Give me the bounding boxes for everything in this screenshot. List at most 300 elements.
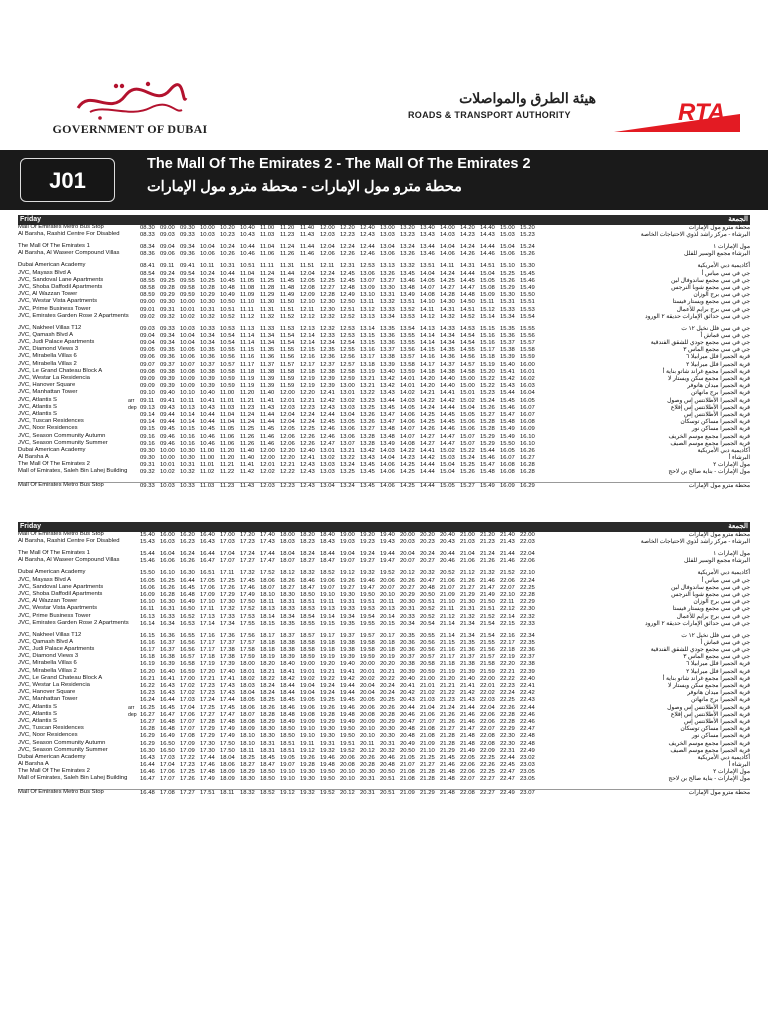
time-cell: 13.39 <box>380 361 395 368</box>
time-cell: 19.18 <box>320 647 335 654</box>
time-cell: 22.41 <box>520 683 535 689</box>
time-cell: 16.48 <box>160 718 175 725</box>
time-cell: 18.34 <box>280 613 295 620</box>
time-cell: 22.44 <box>500 754 515 761</box>
time-cell: 13.31 <box>380 292 395 299</box>
time-cell: 18.18 <box>260 647 275 654</box>
time-cell: 21.32 <box>460 613 475 620</box>
time-cell: 19.26 <box>320 704 335 711</box>
table-row <box>18 455 750 462</box>
time-cell: 15.44 <box>140 551 155 558</box>
stop-name-arabic: مول الإمارات - بناية صالح بن لاحج <box>668 776 750 783</box>
stop-name-arabic: جي في سي مجمع ساندوفال لين <box>670 584 750 591</box>
time-cell: 14.06 <box>380 462 395 469</box>
time-cell: 12.16 <box>300 354 315 361</box>
time-cell: 16.26 <box>520 447 535 454</box>
time-cell: 19.52 <box>380 570 395 577</box>
time-cell: 21.57 <box>480 654 495 661</box>
time-cell: 09.04 <box>140 332 155 339</box>
time-cell: 17.02 <box>180 683 195 689</box>
time-cell: 11.02 <box>200 469 215 476</box>
time-cell: 21.21 <box>440 683 455 689</box>
time-cell: 19.43 <box>380 539 395 546</box>
departure-times <box>140 606 660 613</box>
time-cell: 09.43 <box>160 404 175 411</box>
stop-name: JVC, Manhattan Tower <box>18 389 78 396</box>
time-cell: 15.00 <box>460 383 475 390</box>
time-cell: 16.25 <box>140 704 155 711</box>
time-cell: 11.31 <box>260 306 275 313</box>
stop-name: JVC, Mayass Blvd A <box>18 576 72 583</box>
time-cell: 17.56 <box>240 632 255 639</box>
time-cell: 16.26 <box>160 584 175 591</box>
time-cell: 14.25 <box>440 277 455 284</box>
time-cell: 22.48 <box>520 740 535 747</box>
time-cell: 20.58 <box>420 661 435 668</box>
time-cell: 22.39 <box>520 668 535 675</box>
stop-name-arabic: قرية الجميرا مساكن توسكان <box>680 726 750 733</box>
time-cell: 15.39 <box>500 354 515 361</box>
time-cell: 14.05 <box>420 277 435 284</box>
time-cell: 21.28 <box>440 733 455 740</box>
time-cell: 21.54 <box>480 620 495 627</box>
time-cell: 10.44 <box>200 411 215 418</box>
time-cell: 21.08 <box>400 776 415 783</box>
time-cell: 09.29 <box>160 292 175 299</box>
timetable-rows <box>18 225 750 490</box>
stop-name: JVC, Sandoval Lane Apartments <box>18 276 104 283</box>
time-cell: 16.47 <box>160 711 175 718</box>
stop-name-arabic: جي في سي حدائق الإمارات حديقة ٢ الورود <box>645 620 750 627</box>
time-cell: 22.00 <box>520 532 535 538</box>
time-cell: 21.51 <box>480 606 495 613</box>
time-cell: 14.40 <box>440 383 455 390</box>
time-cell: 17.52 <box>260 570 275 577</box>
stop-name: Dubai American Academy <box>18 753 86 760</box>
time-cell: 17.00 <box>220 532 235 538</box>
departure-times <box>140 705 660 712</box>
time-cell: 12.41 <box>320 390 335 397</box>
time-cell: 13.37 <box>380 347 395 354</box>
time-cell: 17.14 <box>200 620 215 627</box>
time-cell: 12.11 <box>300 306 315 313</box>
time-cell: 21.26 <box>440 718 455 725</box>
time-cell: 18.24 <box>300 551 315 558</box>
time-cell: 20.24 <box>380 683 395 689</box>
time-cell: 14.47 <box>440 433 455 440</box>
time-cell: 15.06 <box>460 419 475 426</box>
stop-name: JVC, Atlantis S <box>18 703 57 710</box>
time-cell: 10.14 <box>180 411 195 418</box>
time-cell: 18.15 <box>260 620 275 627</box>
time-cell: 21.38 <box>460 661 475 668</box>
time-cell: 18.23 <box>300 539 315 546</box>
time-cell: 10.10 <box>180 390 195 397</box>
time-cell: 21.42 <box>460 690 475 697</box>
time-cell: 22.02 <box>480 690 495 697</box>
time-cell: 14.25 <box>400 469 415 476</box>
time-cell: 10.01 <box>160 462 175 469</box>
time-cell: 19.41 <box>340 668 355 675</box>
time-cell: 09.55 <box>180 277 195 284</box>
time-cell: 15.02 <box>460 397 475 404</box>
time-cell: 13.23 <box>400 232 415 239</box>
stop-name-arabic: قرية الجميرا فلل ميرابيلا ٦ <box>686 354 750 361</box>
time-cell: 11.34 <box>260 332 275 339</box>
time-cell: 13.06 <box>340 433 355 440</box>
time-cell: 21.44 <box>460 704 475 711</box>
time-cell: 20.48 <box>420 584 435 591</box>
stop-name-arabic: جي في سي فلل نخيل ١٢ ت <box>681 325 750 332</box>
time-cell: 21.11 <box>440 606 455 613</box>
time-cell: 14.30 <box>440 299 455 306</box>
time-cell: 15.45 <box>500 397 515 404</box>
time-cell: 11.38 <box>260 368 275 375</box>
time-cell: 20.36 <box>400 647 415 654</box>
stop-name: JVC, Season Community Autumn <box>18 432 106 439</box>
time-cell: 10.50 <box>220 299 235 306</box>
time-cell: 19.34 <box>340 613 355 620</box>
stop-name: JVC, Emirates Garden Rose 2 Apartments <box>18 312 129 319</box>
stop-name: Al Barsha A <box>18 454 49 461</box>
time-cell: 11.59 <box>280 376 295 382</box>
time-cell: 16.47 <box>140 776 155 783</box>
time-cell: 19.30 <box>320 733 335 740</box>
time-cell: 18.10 <box>240 733 255 740</box>
time-cell: 20.10 <box>340 776 355 783</box>
time-cell: 17.27 <box>240 558 255 565</box>
time-cell: 12.06 <box>280 440 295 447</box>
departure-times <box>140 483 660 490</box>
time-cell: 14.24 <box>440 270 455 277</box>
time-cell: 18.30 <box>260 733 275 740</box>
time-cell: 21.34 <box>460 632 475 639</box>
time-cell: 17.04 <box>160 762 175 769</box>
time-cell: 16.07 <box>520 411 535 418</box>
time-cell: 16.52 <box>180 613 195 620</box>
stop-name: JVC, Qamash Blvd A <box>18 331 73 338</box>
time-cell: 19.30 <box>340 591 355 598</box>
time-cell: 12.26 <box>300 433 315 440</box>
time-cell: 12.57 <box>340 361 355 368</box>
time-cell: 22.28 <box>500 718 515 725</box>
time-cell: 20.48 <box>380 762 395 769</box>
time-cell: 11.05 <box>240 277 255 284</box>
time-cell: 10.46 <box>200 440 215 447</box>
time-cell: 15.35 <box>500 325 515 332</box>
time-cell: 14.43 <box>480 232 495 239</box>
time-cell: 22.04 <box>480 704 495 711</box>
time-cell: 16.17 <box>140 647 155 654</box>
time-cell: 19.32 <box>300 790 315 797</box>
stop-name-arabic: قرية الجميرا مجمع موسم الخريف <box>668 740 750 747</box>
time-cell: 19.40 <box>380 532 395 538</box>
time-cell: 21.26 <box>480 558 495 565</box>
time-cell: 21.22 <box>440 690 455 697</box>
time-cell: 20.30 <box>360 769 375 776</box>
time-cell: 22.45 <box>500 762 515 769</box>
time-cell: 15.26 <box>520 251 535 258</box>
stop-name: The Mall Of The Emirates 1 <box>18 550 90 557</box>
time-cell: 17.19 <box>200 661 215 668</box>
time-cell: 14.50 <box>460 299 475 306</box>
time-cell: 10.40 <box>240 225 255 231</box>
time-cell: 14.27 <box>420 440 435 447</box>
time-cell: 16.34 <box>160 620 175 627</box>
time-cell: 09.33 <box>140 483 155 490</box>
stop-name: JVC, Al Wazzan Tower <box>18 598 78 605</box>
time-cell: 12.01 <box>280 397 295 404</box>
time-cell: 22.30 <box>500 733 515 740</box>
departure-times <box>140 661 660 668</box>
time-cell: 18.50 <box>260 776 275 783</box>
rta-name-english: ROADS & TRANSPORT AUTHORITY <box>408 110 571 120</box>
time-cell: 14.56 <box>460 354 475 361</box>
stop-name-arabic: جي في سي مياس أ <box>701 577 750 584</box>
time-cell: 19.30 <box>300 769 315 776</box>
time-cell: 16.46 <box>140 769 155 776</box>
time-cell: 16.29 <box>520 483 535 490</box>
time-cell: 13.46 <box>400 277 415 284</box>
time-cell: 22.04 <box>520 551 535 558</box>
time-cell: 16.00 <box>160 532 175 538</box>
time-cell: 19.38 <box>340 647 355 654</box>
time-cell: 15.49 <box>480 483 495 490</box>
time-cell: 16.43 <box>160 690 175 697</box>
time-cell: 19.20 <box>320 661 335 668</box>
time-cell: 14.52 <box>460 313 475 320</box>
time-cell: 22.27 <box>480 790 495 797</box>
time-cell: 12.42 <box>320 397 335 404</box>
time-cell: 17.26 <box>180 776 195 783</box>
time-cell: 20.26 <box>400 577 415 584</box>
time-cell: 13.51 <box>400 299 415 306</box>
time-cell: 22.10 <box>520 570 535 577</box>
time-cell: 15.50 <box>500 440 515 447</box>
time-cell: 11.06 <box>220 440 235 447</box>
stop-name-arabic: جي في سي برج الوزان <box>693 599 750 606</box>
time-cell: 12.46 <box>360 251 375 258</box>
time-cell: 21.41 <box>460 683 475 689</box>
time-cell: 20.10 <box>340 769 355 776</box>
time-cell: 10.00 <box>160 447 175 454</box>
time-cell: 17.25 <box>180 769 195 776</box>
time-cell: 12.08 <box>300 284 315 291</box>
time-cell: 12.40 <box>300 447 315 454</box>
time-cell: 13.00 <box>380 225 395 231</box>
departure-times <box>140 769 660 776</box>
departure-times <box>140 669 660 676</box>
time-cell: 15.30 <box>500 292 515 299</box>
time-cell: 10.55 <box>220 347 235 354</box>
time-cell: 12.53 <box>340 332 355 339</box>
time-cell: 18.04 <box>220 754 235 761</box>
time-cell: 14.58 <box>460 368 475 375</box>
time-cell: 11.35 <box>260 347 275 354</box>
time-cell: 19.26 <box>300 754 315 761</box>
time-cell: 18.26 <box>260 704 275 711</box>
stop-name: The Mall Of The Emirates 2 <box>18 461 90 468</box>
table-row <box>18 762 750 769</box>
time-cell: 22.08 <box>480 740 495 747</box>
time-cell: 17.13 <box>200 613 215 620</box>
time-cell: 14.22 <box>400 447 415 454</box>
time-cell: 12.41 <box>300 455 315 462</box>
time-cell: 16.04 <box>520 390 535 397</box>
time-cell: 18.01 <box>240 668 255 675</box>
time-cell: 11.14 <box>240 332 255 339</box>
departure-times <box>140 726 660 733</box>
stop-name: Mall Of Emirates Metro Bus Stop <box>18 482 104 489</box>
time-cell: 10.04 <box>180 340 195 347</box>
time-cell: 20.52 <box>440 570 455 577</box>
time-cell: 21.08 <box>400 769 415 776</box>
time-cell: 20.30 <box>400 599 415 606</box>
time-cell: 18.27 <box>280 584 295 591</box>
time-cell: 20.21 <box>380 668 395 675</box>
time-cell: 15.46 <box>500 404 515 411</box>
time-cell: 12.53 <box>340 325 355 332</box>
time-cell: 16.49 <box>180 599 195 606</box>
time-cell: 16.48 <box>180 591 195 598</box>
time-cell: 13.02 <box>340 397 355 404</box>
time-cell: 19.06 <box>320 577 335 584</box>
time-cell: 10.06 <box>180 354 195 361</box>
time-cell: 16.05 <box>500 447 515 454</box>
stop-name-arabic: جي في سي مجمع ويستار فيستا <box>672 606 750 613</box>
time-cell: 13.55 <box>400 340 415 347</box>
stop-name: JVC, Atlantis S <box>18 717 57 724</box>
stop-name: JVC, Le Grand Chateau Block A <box>18 674 103 681</box>
time-cell: 14.41 <box>420 447 435 454</box>
time-cell: 11.59 <box>280 383 295 390</box>
time-cell: 21.10 <box>420 747 435 754</box>
table-row <box>18 640 750 647</box>
time-cell: 15.55 <box>520 325 535 332</box>
time-cell: 11.05 <box>220 426 235 433</box>
time-cell: 19.46 <box>360 577 375 584</box>
time-cell: 14.20 <box>420 383 435 390</box>
time-cell: 14.16 <box>420 354 435 361</box>
time-cell: 18.50 <box>280 733 295 740</box>
time-cell: 17.21 <box>200 675 215 682</box>
time-cell: 13.18 <box>360 361 375 368</box>
time-cell: 12.45 <box>340 277 355 284</box>
time-cell: 09.41 <box>180 263 195 270</box>
time-cell: 21.14 <box>440 632 455 639</box>
time-cell: 12.53 <box>360 263 375 270</box>
time-cell: 12.39 <box>320 376 335 382</box>
time-cell: 11.11 <box>240 306 254 313</box>
time-cell: 22.07 <box>500 584 515 591</box>
time-cell: 21.26 <box>440 711 455 718</box>
time-cell: 19.18 <box>320 639 335 646</box>
departure-times <box>140 755 660 762</box>
table-row <box>18 362 750 369</box>
time-cell: 10.25 <box>200 277 215 284</box>
table-row <box>18 354 750 361</box>
time-cell: 13.52 <box>400 306 415 313</box>
time-cell: 16.08 <box>500 462 515 469</box>
time-cell: 15.50 <box>140 570 155 577</box>
time-cell: 10.33 <box>200 325 215 332</box>
time-cell: 17.46 <box>200 762 215 769</box>
time-cell: 20.56 <box>420 647 435 654</box>
time-cell: 20.12 <box>400 570 415 577</box>
time-cell: 16.56 <box>180 639 195 646</box>
time-cell: 13.30 <box>380 284 395 291</box>
time-cell: 17.29 <box>200 733 215 740</box>
time-cell: 18.50 <box>260 769 275 776</box>
time-cell: 09.45 <box>160 426 175 433</box>
rta-mark-icon <box>608 92 740 132</box>
time-cell: 10.02 <box>160 469 175 476</box>
departure-times <box>140 441 660 448</box>
departure-times <box>140 299 660 306</box>
stop-name-arabic: محطة مترو مول الإمارات <box>688 790 750 797</box>
time-cell: 17.59 <box>240 654 255 661</box>
time-cell: 17.08 <box>180 733 195 740</box>
time-cell: 17.44 <box>200 754 215 761</box>
time-cell: 19.48 <box>340 711 355 718</box>
time-cell: 12.24 <box>320 270 335 277</box>
time-cell: 13.53 <box>400 313 415 320</box>
time-cell: 17.49 <box>220 733 235 740</box>
time-cell: 12.20 <box>340 225 355 231</box>
time-cell: 14.45 <box>440 411 455 418</box>
time-cell: 13.47 <box>380 419 395 426</box>
time-cell: 17.47 <box>220 711 235 718</box>
time-cell: 14.07 <box>420 284 435 291</box>
time-cell: 12.40 <box>360 225 375 231</box>
time-cell: 18.58 <box>300 647 315 654</box>
time-cell: 15.38 <box>500 347 515 354</box>
time-cell: 15.42 <box>500 376 515 382</box>
departure-times <box>140 640 660 647</box>
time-cell: 18.29 <box>240 769 255 776</box>
time-cell: 11.03 <box>220 404 235 411</box>
stop-name: Mall Of Emirates Metro Bus Stop <box>18 224 104 230</box>
time-cell: 13.43 <box>420 232 435 239</box>
time-cell: 18.42 <box>280 675 295 682</box>
time-cell: 15.36 <box>500 332 515 339</box>
time-cell: 13.59 <box>400 368 415 375</box>
time-cell: 13.34 <box>380 313 395 320</box>
time-cell: 10.40 <box>200 390 215 397</box>
time-cell: 11.09 <box>240 292 255 299</box>
time-cell: 23.05 <box>520 769 535 776</box>
time-cell: 09.06 <box>140 354 155 361</box>
stop-name: JVC, Season Community Summer <box>18 746 108 753</box>
time-cell: 10.38 <box>200 368 215 375</box>
time-cell: 09.15 <box>140 426 155 433</box>
table-row <box>18 340 750 347</box>
time-cell: 10.48 <box>220 284 235 291</box>
time-cell: 18.57 <box>300 632 315 639</box>
time-cell: 18.03 <box>280 539 295 546</box>
stop-name-arabic: جي في سي قماش أ <box>700 639 750 646</box>
time-cell: 09.08 <box>140 368 155 375</box>
time-cell: 09.02 <box>140 313 155 320</box>
time-cell: 09.37 <box>160 361 175 368</box>
stop-name-arabic: جي في سي برج برايم للأعمال <box>676 613 750 620</box>
time-cell: 15.48 <box>500 419 515 426</box>
stop-name-arabic: البرشاء مجمع الوسير للفلل <box>684 558 750 565</box>
time-cell: 12.20 <box>280 455 295 462</box>
stop-name-arabic: قرية الجميرا فلل ميرابيلا ٦ <box>686 661 750 668</box>
time-cell: 13.06 <box>340 426 355 433</box>
time-cell: 10.52 <box>220 313 235 320</box>
